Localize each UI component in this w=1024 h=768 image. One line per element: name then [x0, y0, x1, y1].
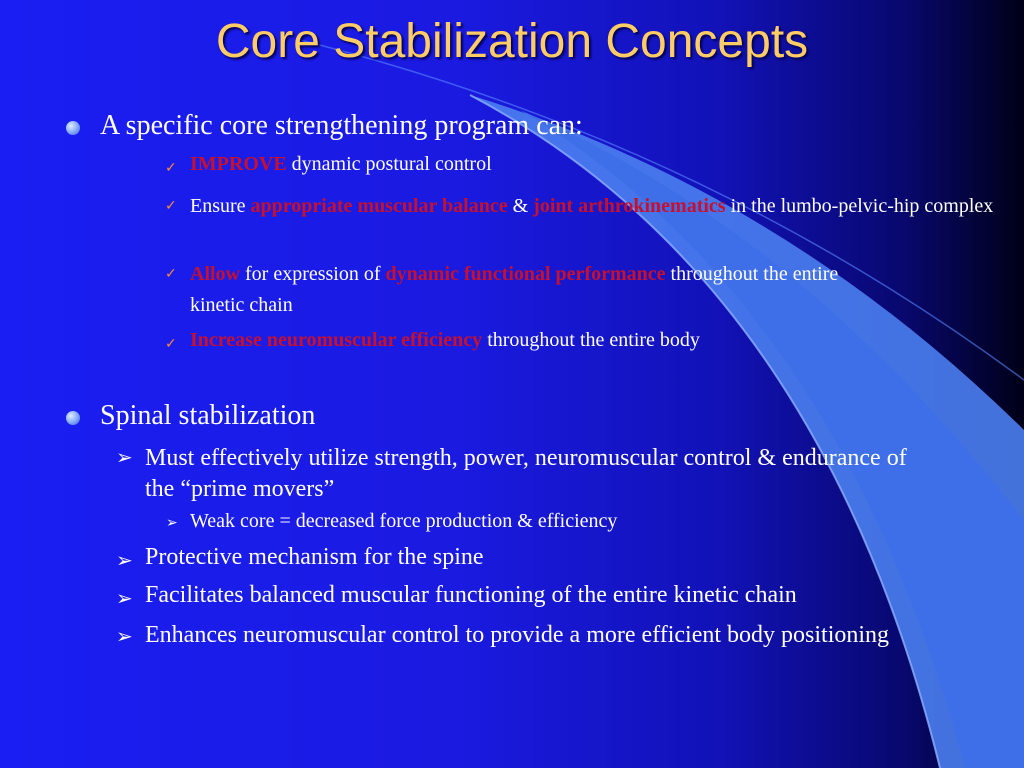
bullet-text: Spinal stabilization: [100, 400, 316, 431]
checkmark-icon: ✓: [165, 160, 177, 176]
circle-bullet-icon: [66, 411, 80, 425]
sub-bullet-text: Ensure appropriate muscular balance & joint arthrokinematics in the lumbo-pelvic-hip complex: [190, 195, 994, 217]
sub-bullet-text: Protective mechanism for the spine: [145, 544, 484, 570]
checkmark-icon: ✓: [165, 198, 177, 214]
sub-bullet-text: Allow for expression of dynamic functional performance throughout the entire kinetic chain: [190, 263, 839, 316]
arrow-bullet-icon: ➢: [116, 586, 133, 610]
sub-bullet-text: Enhances neuromuscular control to provide a more efficient body positioning: [145, 622, 890, 648]
arrow-bullet-icon: ➢: [116, 445, 133, 469]
sub-sub-bullet-text: Weak core = decreased force production & efficiency: [190, 510, 618, 532]
arrow-bullet-icon: ➢: [116, 624, 133, 648]
circle-bullet-icon: [66, 121, 80, 135]
sub-bullet-text: Facilitates balanced muscular functioning of the entire kinetic chain: [145, 582, 797, 608]
sub-bullet-text: Increase neuromuscular efficiency throughout the entire body: [190, 329, 700, 351]
arrow-bullet-icon: ➢: [166, 515, 178, 531]
checkmark-icon: ✓: [165, 266, 177, 282]
checkmark-icon: ✓: [165, 336, 177, 352]
sub-bullet-text: Must effectively utilize strength, power, neuromuscular control & endurance of the “prime movers”: [145, 445, 907, 502]
bullet-text: A specific core strengthening program can:: [100, 110, 583, 141]
sub-bullet-text: IMPROVE dynamic postural control: [190, 153, 492, 175]
arrow-bullet-icon: ➢: [116, 548, 133, 572]
slide-title: Core Stabilization Concepts: [215, 15, 809, 68]
